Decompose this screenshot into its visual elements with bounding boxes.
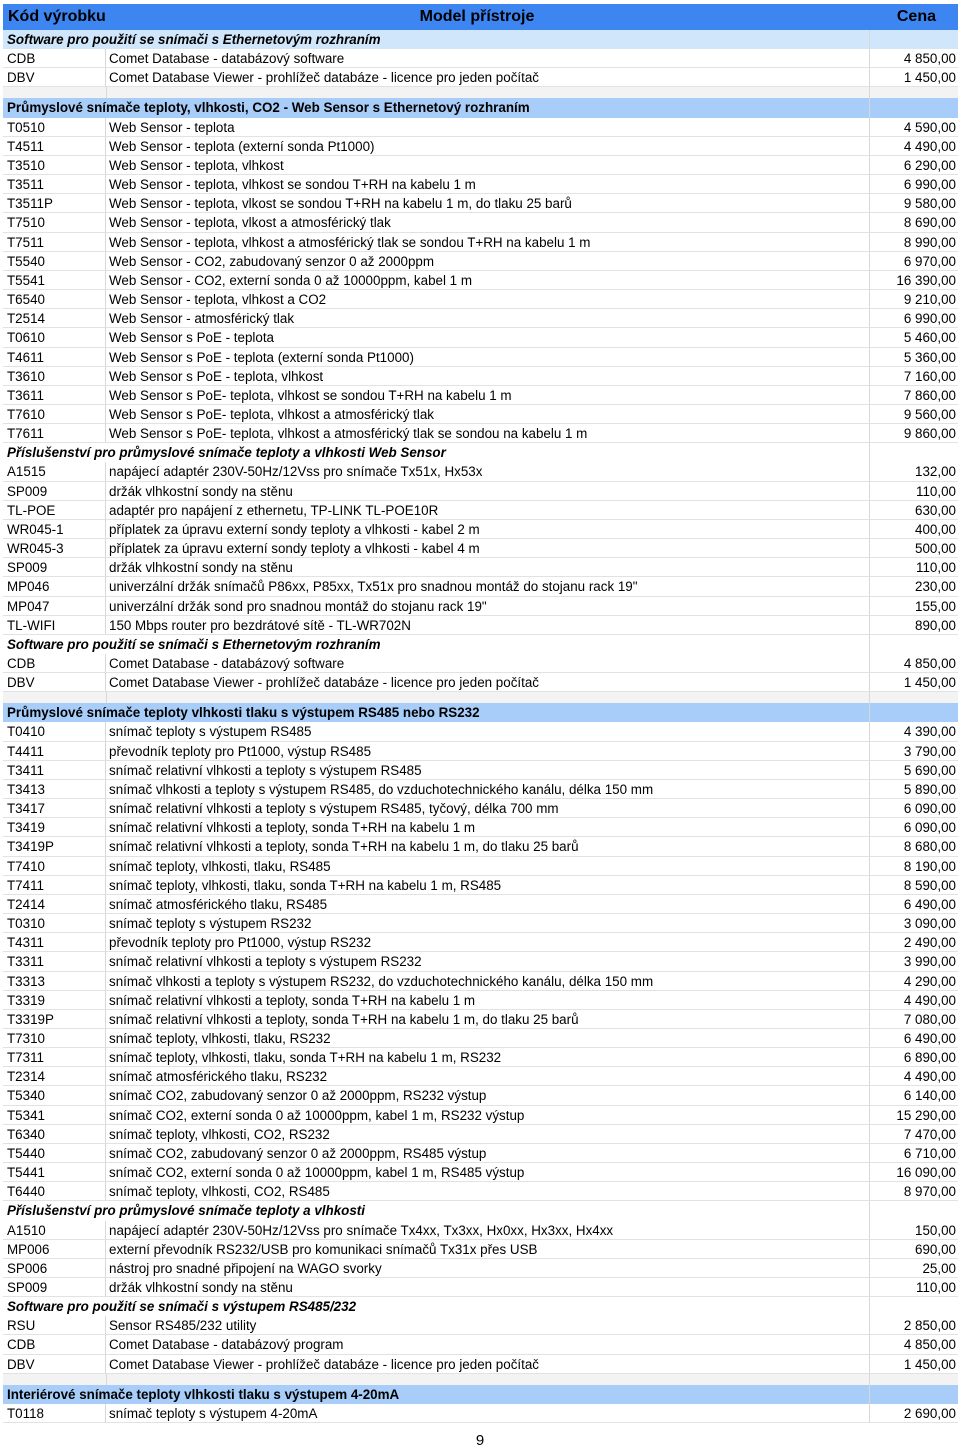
- spacer-cell: [870, 87, 958, 98]
- cell-price: 5 360,00: [870, 348, 958, 367]
- table-row: [3, 876, 958, 895]
- cell-price: 500,00: [870, 539, 958, 558]
- cell-price: 6 090,00: [870, 799, 958, 818]
- cell-desc: Web Sensor - CO2, zabudovaný senzor 0 až 2000ppm: [106, 252, 870, 271]
- table-row: [3, 1259, 958, 1278]
- section-title: Příslušenství pro průmyslové snímače teploty a vlhkosti Web Sensor: [3, 443, 870, 462]
- cell-desc: snímač relativní vlhkosti a teploty, sonda T+RH na kabelu 1 m, do tlaku 25 barů: [106, 1010, 870, 1029]
- table-row: [3, 1221, 958, 1240]
- cell-price: 8 990,00: [870, 233, 958, 252]
- cell-code: CDB: [3, 654, 106, 673]
- cell-code: DBV: [3, 1355, 106, 1374]
- table-row: [3, 991, 958, 1010]
- cell-desc: snímač CO2, zabudovaný senzor 0 až 2000ppm, RS232 výstup: [106, 1086, 870, 1105]
- cell-desc: Web Sensor - teplota (externí sonda Pt1000): [106, 137, 870, 156]
- table-row: [3, 482, 958, 501]
- section-title: Interiérové snímače teploty vlhkosti tlaku s výstupem 4-20mA: [3, 1385, 870, 1404]
- table-row: [3, 616, 958, 635]
- cell-price: 9 210,00: [870, 290, 958, 309]
- cell-desc: Web Sensor s PoE - teplota, vlhkost: [106, 367, 870, 386]
- cell-desc: Comet Database Viewer - prohlížeč databáze - licence pro jeden počítač: [106, 68, 870, 87]
- cell-code: T7511: [3, 233, 106, 252]
- cell-price: 110,00: [870, 482, 958, 501]
- cell-price: 890,00: [870, 616, 958, 635]
- table-row: [3, 68, 958, 87]
- cell-price: 4 490,00: [870, 137, 958, 156]
- table-row: [3, 118, 958, 137]
- section-filler: [870, 1201, 958, 1220]
- cell-desc: snímač teploty s výstupem 4-20mA: [106, 1404, 870, 1423]
- cell-desc: Web Sensor - teplota, vlkost a atmosférický tlak: [106, 213, 870, 232]
- cell-desc: 150 Mbps router pro bezdrátové sítě - TL-WR702N: [106, 616, 870, 635]
- cell-desc: snímač relativní vlhkosti a teploty s výstupem RS485: [106, 761, 870, 780]
- cell-code: T3611: [3, 386, 106, 405]
- cell-price: 4 390,00: [870, 722, 958, 741]
- cell-code: T3319P: [3, 1010, 106, 1029]
- table-row: [3, 914, 958, 933]
- table-row: [3, 673, 958, 692]
- section-heading: [3, 703, 958, 722]
- cell-code: TL-WIFI: [3, 616, 106, 635]
- table-row: [3, 895, 958, 914]
- cell-desc: snímač relativní vlhkosti a teploty s výstupem RS485, tyčový, délka 700 mm: [106, 799, 870, 818]
- cell-price: 5 890,00: [870, 780, 958, 799]
- table-row: [3, 1240, 958, 1259]
- table-row: [3, 424, 958, 443]
- cell-code: WR045-3: [3, 539, 106, 558]
- cell-price: 690,00: [870, 1240, 958, 1259]
- cell-desc: Web Sensor - CO2, externí sonda 0 až 10000ppm, kabel 1 m: [106, 271, 870, 290]
- cell-desc: snímač vlhkosti a teploty s výstupem RS232, do vzduchotechnického kanálu, délka 150 mm: [106, 972, 870, 991]
- cell-code: T3419P: [3, 837, 106, 856]
- cell-desc: snímač teploty, vlhkosti, CO2, RS232: [106, 1125, 870, 1144]
- cell-code: T3411: [3, 761, 106, 780]
- cell-price: 4 290,00: [870, 972, 958, 991]
- cell-code: T7611: [3, 424, 106, 443]
- spacer-row: [3, 692, 958, 703]
- cell-price: 3 090,00: [870, 914, 958, 933]
- cell-code: SP006: [3, 1259, 106, 1278]
- cell-price: 16 090,00: [870, 1163, 958, 1182]
- cell-code: T2414: [3, 895, 106, 914]
- cell-code: T3313: [3, 972, 106, 991]
- cell-code: T0310: [3, 914, 106, 933]
- cell-code: DBV: [3, 68, 106, 87]
- spacer-cell: [3, 87, 107, 98]
- cell-code: T0118: [3, 1404, 106, 1423]
- table-row: [3, 799, 958, 818]
- cell-desc: Comet Database Viewer - prohlížeč databáze - licence pro jeden počítač: [106, 1355, 870, 1374]
- table-row: [3, 972, 958, 991]
- table-row: [3, 857, 958, 876]
- cell-price: 6 710,00: [870, 1144, 958, 1163]
- cell-desc: Web Sensor s PoE - teplota (externí sonda Pt1000): [106, 348, 870, 367]
- cell-code: T0410: [3, 722, 106, 741]
- table-row: [3, 818, 958, 837]
- cell-desc: univerzální držák sond pro snadnou montáž do stojanu rack 19": [106, 597, 870, 616]
- cell-code: RSU: [3, 1316, 106, 1335]
- table-row: [3, 213, 958, 232]
- cell-code: T3610: [3, 367, 106, 386]
- cell-price: 2 690,00: [870, 1404, 958, 1423]
- header-model: Model přístroje: [419, 8, 535, 25]
- cell-price: 15 290,00: [870, 1106, 958, 1125]
- cell-code: T7510: [3, 213, 106, 232]
- cell-desc: externí převodník RS232/USB pro komunikaci snímačů Tx31x přes USB: [106, 1240, 870, 1259]
- cell-price: 1 450,00: [870, 1355, 958, 1374]
- cell-desc: Comet Database - databázový program: [106, 1335, 870, 1354]
- cell-code: T3510: [3, 156, 106, 175]
- cell-price: 2 490,00: [870, 933, 958, 952]
- cell-code: SP009: [3, 482, 106, 501]
- cell-desc: adaptér pro napájení z ethernetu, TP-LINK TL-POE10R: [106, 501, 870, 520]
- cell-price: 230,00: [870, 577, 958, 596]
- cell-desc: snímač vlhkosti a teploty s výstupem RS485, do vzduchotechnického kanálu, délka 150 mm: [106, 780, 870, 799]
- cell-desc: držák vlhkostní sondy na stěnu: [106, 558, 870, 577]
- header-price: Cena: [896, 8, 936, 25]
- cell-price: 6 890,00: [870, 1048, 958, 1067]
- table-row: [3, 328, 958, 347]
- section-heading: [3, 1297, 958, 1316]
- cell-code: T3417: [3, 799, 106, 818]
- cell-desc: Comet Database Viewer - prohlížeč databáze - licence pro jeden počítač: [106, 673, 870, 692]
- cell-desc: převodník teploty pro Pt1000, výstup RS485: [106, 742, 870, 761]
- section-title: Software pro použití se snímači s výstupem RS485/232: [3, 1297, 870, 1316]
- spacer-cell: [870, 1374, 958, 1385]
- table-row: [3, 233, 958, 252]
- cell-desc: držák vlhkostní sondy na stěnu: [106, 482, 870, 501]
- cell-price: 7 860,00: [870, 386, 958, 405]
- price-list-table: [3, 4, 958, 1423]
- cell-price: 110,00: [870, 558, 958, 577]
- cell-price: 16 390,00: [870, 271, 958, 290]
- table-row: [3, 1335, 958, 1354]
- cell-price: 630,00: [870, 501, 958, 520]
- table-row: [3, 309, 958, 328]
- cell-code: T4411: [3, 742, 106, 761]
- spacer-cell: [107, 87, 870, 98]
- cell-code: MP006: [3, 1240, 106, 1259]
- cell-price: 4 590,00: [870, 118, 958, 137]
- section-filler: [870, 1385, 958, 1404]
- cell-code: WR045-1: [3, 520, 106, 539]
- cell-code: T5340: [3, 1086, 106, 1105]
- cell-desc: univerzální držák snímačů P86xx, P85xx, Tx51x pro snadnou montáž do stojanu rack 19": [106, 577, 870, 596]
- cell-code: T5440: [3, 1144, 106, 1163]
- section-heading: [3, 30, 958, 49]
- cell-code: T5541: [3, 271, 106, 290]
- cell-desc: snímač teploty, vlhkosti, tlaku, sonda T+RH na kabelu 1 m, RS485: [106, 876, 870, 895]
- cell-desc: snímač relativní vlhkosti a teploty, sonda T+RH na kabelu 1 m: [106, 991, 870, 1010]
- table-row: [3, 49, 958, 68]
- cell-code: T6440: [3, 1182, 106, 1201]
- cell-code: T7411: [3, 876, 106, 895]
- cell-price: 7 160,00: [870, 367, 958, 386]
- cell-price: 7 080,00: [870, 1010, 958, 1029]
- cell-desc: Web Sensor - teplota: [106, 118, 870, 137]
- table-row: [3, 367, 958, 386]
- cell-desc: nástroj pro snadné připojení na WAGO svorky: [106, 1259, 870, 1278]
- cell-desc: Web Sensor - teplota, vlkost se sondou T+RH na kabelu 1 m, do tlaku 25 barů: [106, 194, 870, 213]
- section-title: Průmyslové snímače teploty vlhkosti tlaku s výstupem RS485 nebo RS232: [3, 703, 870, 722]
- cell-price: 150,00: [870, 1221, 958, 1240]
- table-row: [3, 386, 958, 405]
- cell-price: 8 970,00: [870, 1182, 958, 1201]
- cell-code: T0510: [3, 118, 106, 137]
- section-heading: [3, 443, 958, 462]
- cell-code: T7410: [3, 857, 106, 876]
- section-filler: [870, 98, 958, 117]
- cell-price: 132,00: [870, 462, 958, 481]
- cell-code: DBV: [3, 673, 106, 692]
- cell-code: T0610: [3, 328, 106, 347]
- cell-price: 8 190,00: [870, 857, 958, 876]
- cell-price: 1 450,00: [870, 673, 958, 692]
- cell-price: 4 850,00: [870, 49, 958, 68]
- cell-code: T4611: [3, 348, 106, 367]
- cell-code: T7310: [3, 1029, 106, 1048]
- table-row: [3, 462, 958, 481]
- cell-price: 1 450,00: [870, 68, 958, 87]
- spacer-cell: [107, 1374, 870, 1385]
- table-row: [3, 405, 958, 424]
- table-row: [3, 156, 958, 175]
- cell-code: SP009: [3, 558, 106, 577]
- cell-code: T5441: [3, 1163, 106, 1182]
- table-row: [3, 348, 958, 367]
- section-filler: [870, 443, 958, 462]
- cell-desc: příplatek za úpravu externí sondy teploty a vlhkosti - kabel 4 m: [106, 539, 870, 558]
- table-row: [3, 1163, 958, 1182]
- cell-desc: snímač atmosférického tlaku, RS232: [106, 1067, 870, 1086]
- table-row: [3, 1086, 958, 1105]
- table-row: [3, 1144, 958, 1163]
- section-heading: [3, 1385, 958, 1404]
- section-heading: [3, 635, 958, 654]
- cell-price: 6 990,00: [870, 175, 958, 194]
- cell-code: T5341: [3, 1106, 106, 1125]
- table-row: [3, 837, 958, 856]
- table-row: [3, 501, 958, 520]
- cell-price: 155,00: [870, 597, 958, 616]
- cell-price: 6 290,00: [870, 156, 958, 175]
- cell-desc: snímač relativní vlhkosti a teploty s výstupem RS232: [106, 952, 870, 971]
- cell-price: 4 490,00: [870, 991, 958, 1010]
- table-row: [3, 194, 958, 213]
- cell-price: 9 560,00: [870, 405, 958, 424]
- cell-code: T4311: [3, 933, 106, 952]
- cell-desc: napájecí adaptér 230V-50Hz/12Vss pro snímače Tx4xx, Tx3xx, Hx0xx, Hx3xx, Hx4xx: [106, 1221, 870, 1240]
- table-row: [3, 1010, 958, 1029]
- spacer-cell: [107, 692, 870, 703]
- table-row: [3, 742, 958, 761]
- cell-desc: Web Sensor - teplota, vlhkost a CO2: [106, 290, 870, 309]
- cell-code: MP046: [3, 577, 106, 596]
- cell-price: 6 970,00: [870, 252, 958, 271]
- section-filler: [870, 703, 958, 722]
- cell-desc: snímač teploty s výstupem RS485: [106, 722, 870, 741]
- cell-price: 8 690,00: [870, 213, 958, 232]
- table-row: [3, 1316, 958, 1335]
- cell-desc: snímač teploty s výstupem RS232: [106, 914, 870, 933]
- cell-desc: snímač teploty, vlhkosti, tlaku, RS232: [106, 1029, 870, 1048]
- cell-price: 6 490,00: [870, 1029, 958, 1048]
- cell-price: 5 460,00: [870, 328, 958, 347]
- section-title: Software pro použití se snímači s Ethernetovým rozhraním: [3, 635, 870, 654]
- cell-code: T3319: [3, 991, 106, 1010]
- cell-desc: snímač teploty, vlhkosti, tlaku, sonda T+RH na kabelu 1 m, RS232: [106, 1048, 870, 1067]
- cell-price: 4 850,00: [870, 1335, 958, 1354]
- section-filler: [870, 635, 958, 654]
- cell-code: CDB: [3, 49, 106, 68]
- cell-desc: Web Sensor - teplota, vlhkost a atmosférický tlak se sondou T+RH na kabelu 1 m: [106, 233, 870, 252]
- cell-price: 9 580,00: [870, 194, 958, 213]
- table-row: [3, 1355, 958, 1374]
- table-row: [3, 558, 958, 577]
- page-number: 9: [475, 1432, 485, 1449]
- table-row: [3, 175, 958, 194]
- cell-code: T3413: [3, 780, 106, 799]
- cell-price: 8 590,00: [870, 876, 958, 895]
- cell-price: 110,00: [870, 1278, 958, 1297]
- spacer-row: [3, 1374, 958, 1385]
- cell-price: 9 860,00: [870, 424, 958, 443]
- table-row: [3, 1125, 958, 1144]
- table-row: [3, 1029, 958, 1048]
- cell-price: 8 680,00: [870, 837, 958, 856]
- cell-desc: Comet Database - databázový software: [106, 49, 870, 68]
- cell-desc: snímač atmosférického tlaku, RS485: [106, 895, 870, 914]
- cell-price: 6 490,00: [870, 895, 958, 914]
- spacer-cell: [3, 1374, 107, 1385]
- table-row: [3, 271, 958, 290]
- cell-code: T3511: [3, 175, 106, 194]
- cell-price: 3 990,00: [870, 952, 958, 971]
- cell-price: 2 850,00: [870, 1316, 958, 1335]
- cell-code: CDB: [3, 1335, 106, 1354]
- table-row: [3, 1404, 958, 1423]
- cell-desc: snímač relativní vlhkosti a teploty, sonda T+RH na kabelu 1 m: [106, 818, 870, 837]
- table-row: [3, 1067, 958, 1086]
- table-body: [3, 30, 958, 1423]
- cell-code: T4511: [3, 137, 106, 156]
- cell-price: 3 790,00: [870, 742, 958, 761]
- cell-code: T6540: [3, 290, 106, 309]
- cell-price: 6 140,00: [870, 1086, 958, 1105]
- cell-desc: Web Sensor s PoE- teplota, vlhkost a atmosférický tlak se sondou na kabelu 1 m: [106, 424, 870, 443]
- cell-code: T3511P: [3, 194, 106, 213]
- table-row: [3, 539, 958, 558]
- table-row: [3, 761, 958, 780]
- cell-price: 7 470,00: [870, 1125, 958, 1144]
- cell-code: T2514: [3, 309, 106, 328]
- table-header: [3, 4, 958, 30]
- cell-price: 5 690,00: [870, 761, 958, 780]
- cell-price: 4 850,00: [870, 654, 958, 673]
- cell-price: 6 090,00: [870, 818, 958, 837]
- cell-desc: příplatek za úpravu externí sondy teploty a vlhkosti - kabel 2 m: [106, 520, 870, 539]
- cell-code: T7610: [3, 405, 106, 424]
- cell-desc: převodník teploty pro Pt1000, výstup RS232: [106, 933, 870, 952]
- table-row: [3, 597, 958, 616]
- cell-desc: snímač CO2, zabudovaný senzor 0 až 2000ppm, RS485 výstup: [106, 1144, 870, 1163]
- table-row: [3, 952, 958, 971]
- section-filler: [870, 1297, 958, 1316]
- table-row: [3, 520, 958, 539]
- cell-desc: snímač CO2, externí sonda 0 až 10000ppm, kabel 1 m, RS232 výstup: [106, 1106, 870, 1125]
- spacer-cell: [3, 692, 107, 703]
- table-row: [3, 577, 958, 596]
- spacer-row: [3, 87, 958, 98]
- cell-price: 400,00: [870, 520, 958, 539]
- cell-desc: Web Sensor - atmosférický tlak: [106, 309, 870, 328]
- cell-desc: snímač teploty, vlhkosti, CO2, RS485: [106, 1182, 870, 1201]
- cell-desc: snímač relativní vlhkosti a teploty, sonda T+RH na kabelu 1 m, do tlaku 25 barů: [106, 837, 870, 856]
- section-title: Software pro použití se snímači s Ethernetovým rozhraním: [3, 30, 870, 49]
- cell-desc: Web Sensor s PoE- teplota, vlhkost a atmosférický tlak: [106, 405, 870, 424]
- table-row: [3, 780, 958, 799]
- cell-desc: Web Sensor - teplota, vlhkost: [106, 156, 870, 175]
- header-code: Kód výrobku: [8, 8, 106, 25]
- spacer-cell: [870, 692, 958, 703]
- table-row: [3, 722, 958, 741]
- cell-desc: napájecí adaptér 230V-50Hz/12Vss pro snímače Tx51x, Hx53x: [106, 462, 870, 481]
- section-filler: [870, 30, 958, 49]
- cell-desc: Web Sensor s PoE - teplota: [106, 328, 870, 347]
- table-row: [3, 1106, 958, 1125]
- cell-code: T6340: [3, 1125, 106, 1144]
- table-row: [3, 654, 958, 673]
- cell-price: 25,00: [870, 1259, 958, 1278]
- cell-code: A1510: [3, 1221, 106, 1240]
- table-row: [3, 137, 958, 156]
- cell-code: MP047: [3, 597, 106, 616]
- cell-desc: Comet Database - databázový software: [106, 654, 870, 673]
- cell-desc: Sensor RS485/232 utility: [106, 1316, 870, 1335]
- cell-desc: Web Sensor - teplota, vlhkost se sondou T+RH na kabelu 1 m: [106, 175, 870, 194]
- table-row: [3, 290, 958, 309]
- table-row: [3, 1048, 958, 1067]
- cell-desc: Web Sensor s PoE- teplota, vlhkost se sondou T+RH na kabelu 1 m: [106, 386, 870, 405]
- section-heading: [3, 1201, 958, 1220]
- cell-code: A1515: [3, 462, 106, 481]
- cell-code: T2314: [3, 1067, 106, 1086]
- cell-code: TL-POE: [3, 501, 106, 520]
- cell-price: 6 990,00: [870, 309, 958, 328]
- table-row: [3, 1182, 958, 1201]
- cell-code: T7311: [3, 1048, 106, 1067]
- cell-code: SP009: [3, 1278, 106, 1297]
- cell-desc: držák vlhkostní sondy na stěnu: [106, 1278, 870, 1297]
- section-heading: [3, 98, 958, 117]
- cell-code: T3419: [3, 818, 106, 837]
- table-row: [3, 252, 958, 271]
- section-title: Průmyslové snímače teploty, vlhkosti, CO2 - Web Sensor s Ethernetový rozhraním: [3, 98, 870, 117]
- cell-price: 4 490,00: [870, 1067, 958, 1086]
- cell-code: T5540: [3, 252, 106, 271]
- cell-desc: snímač CO2, externí sonda 0 až 10000ppm, kabel 1 m, RS485 výstup: [106, 1163, 870, 1182]
- cell-desc: snímač teploty, vlhkosti, tlaku, RS485: [106, 857, 870, 876]
- section-title: Příslušenství pro průmyslové snímače teploty a vlhkosti: [3, 1201, 870, 1220]
- table-row: [3, 1278, 958, 1297]
- table-row: [3, 933, 958, 952]
- cell-code: T3311: [3, 952, 106, 971]
